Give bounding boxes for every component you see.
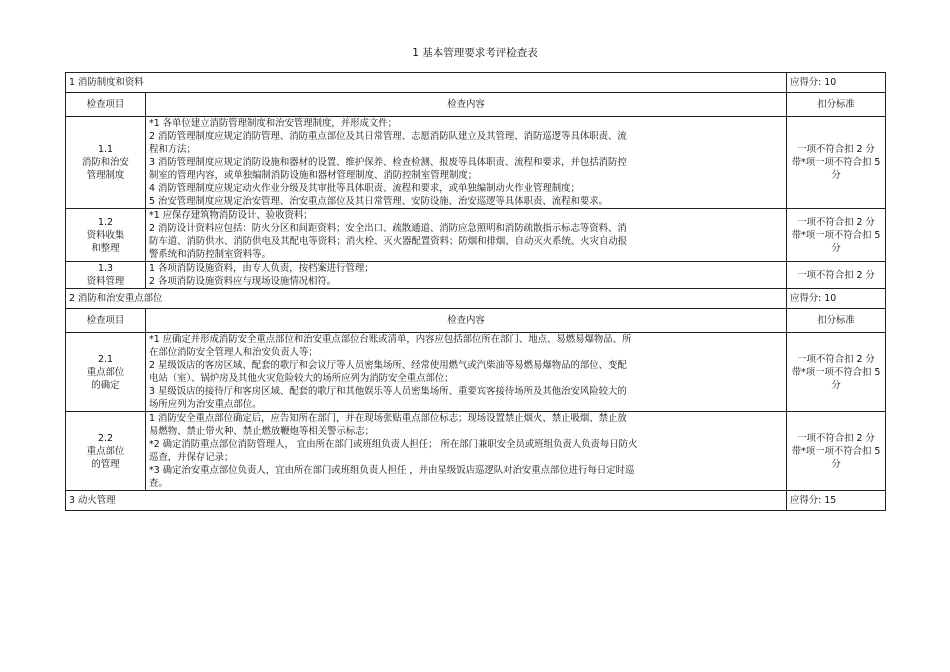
- header-row: [66, 93, 886, 117]
- content-line: 警系统和消防控制室资料等。: [149, 249, 271, 260]
- section-score: 应得分: 15: [787, 491, 886, 511]
- item-cell: [66, 262, 146, 289]
- criteria-cell: [787, 412, 886, 491]
- item-label: 的确定: [91, 379, 120, 391]
- table-row: [66, 262, 886, 289]
- criteria-line: 一项不符合扣 2 分: [797, 432, 875, 444]
- item-cell: [66, 117, 146, 209]
- header-item: 检查项目: [66, 93, 146, 117]
- content-line: 5 治安管理制度应规定治安管理、治安重点部位及其日常管理、安防设施、治安巡逻等具体职责、流程和要求。: [149, 196, 608, 207]
- content-line: 查。: [149, 478, 168, 489]
- header-content: 检查内容: [146, 309, 787, 333]
- table-row: [66, 412, 886, 491]
- content-cell: [146, 117, 787, 209]
- content-cell: [146, 333, 787, 412]
- content-line: 2 各项消防设施资料应与现场设施情况相符。: [149, 276, 337, 287]
- item-label: 2.2: [98, 432, 113, 444]
- content-line: 1 消防安全重点部位确定后，应告知所在部门，并在现场张贴重点部位标志；现场设置禁止烟火、禁止吸烟、禁止放: [149, 413, 627, 424]
- criteria-cell: [787, 333, 886, 412]
- content-cell: [146, 262, 787, 289]
- criteria-line: 带*项一项不符合扣 5: [791, 366, 881, 378]
- item-label: 资料管理: [86, 276, 125, 287]
- criteria-line: 一项不符合扣 2 分: [797, 144, 875, 155]
- header-content: 检查内容: [146, 93, 787, 117]
- content-line: *1 应确定并形成消防安全重点部位和治安重点部位台账或清单，内容应包括部位所在部门、地点、易燃易爆物品、所: [149, 334, 632, 345]
- inspection-table: [65, 72, 886, 511]
- table-row: [66, 333, 886, 412]
- content-line: 2 消防管理制度应规定消防管理、消防重点部位及其日常管理、志愿消防队建立及其管理、消防巡逻等具体职责、流: [149, 131, 627, 142]
- section-score: 应得分: 10: [787, 289, 886, 309]
- content-line: 4 消防管理制度应规定动火作业分级及其审批等具体职责、流程和要求，或单独编制动火作业管理制度；: [149, 183, 580, 194]
- section-row: [66, 491, 886, 511]
- section-title: 3 动火管理: [66, 491, 787, 511]
- item-label: 和整理: [91, 242, 120, 254]
- header-criteria: 扣分标准: [787, 93, 886, 117]
- content-line: 3 星级饭店的接待厅和客房区域、配套的歌厅和其他娱乐等人员密集场所、重要宾客接待场所及其他治安风险较大的: [149, 386, 627, 397]
- content-line: 2 星级饭店的客房区域、配套的歌厅和会议厅等人员密集场所、经常使用燃气或汽柴油等易燃易爆物品的部位、变配: [149, 360, 627, 371]
- content-line: 3 消防管理制度应规定消防设施和器材的设置、维护保养、检查检测、报废等具体职责、流程和要求，并包括消防控: [149, 157, 627, 168]
- criteria-line: 分: [831, 379, 841, 391]
- content-line: *2 确定消防重点部位消防管理人， 宜由所在部门或班组负责人担任； 所在部门兼职安全员或班组负责人负责每日防火: [149, 439, 638, 450]
- criteria-line: 一项不符合扣 2 分: [797, 269, 875, 281]
- content-line: 电站（室）、锅炉房及其他火灾危险较大的场所应列为消防安全重点部位；: [149, 373, 454, 384]
- item-label: 的管理: [91, 458, 120, 470]
- criteria-line: 带*项一项不符合扣 5: [791, 445, 881, 457]
- criteria-line: 带*项一项不符合扣 5: [791, 157, 881, 168]
- criteria-line: 一项不符合扣 2 分: [797, 353, 875, 365]
- content-cell: [146, 209, 787, 262]
- table-row: [66, 117, 886, 209]
- content-line: 制室的管理内容，或单独编制消防设施和器材管理制度、消防控制室管理制度；: [149, 170, 478, 181]
- section-score: 应得分: 10: [787, 73, 886, 93]
- item-label: 重点部位: [86, 366, 125, 378]
- criteria-line: 一项不符合扣 2 分: [797, 216, 875, 228]
- item-label: 管理制度: [86, 170, 125, 181]
- section-row: [66, 289, 886, 309]
- content-line: 程和方法；: [149, 144, 196, 155]
- table-row: [66, 209, 886, 262]
- criteria-line: 带*项一项不符合扣 5: [791, 229, 881, 241]
- item-label: 1.1: [98, 144, 113, 155]
- content-line: *3 确定治安重点部位负责人，宜由所在部门或班组负责人担任 ，并由星级饭店巡逻队对治安重点部位进行每日定时巡: [149, 465, 635, 476]
- item-cell: [66, 333, 146, 412]
- content-line: 1 各项消防设施资料，由专人负责，按档案进行管理；: [149, 263, 374, 274]
- item-cell: [66, 209, 146, 262]
- content-line: *1 各单位建立消防管理制度和治安管理制度，并形成文件；: [149, 118, 398, 129]
- content-line: 在部位消防安全管理人和治安负责人等；: [149, 347, 318, 358]
- content-line: 易燃物、禁止带火种、禁止燃放鞭炮等相关警示标志；: [149, 426, 375, 437]
- item-label: 1.2: [98, 216, 113, 228]
- content-line: 场所应列为治安重点部位。: [149, 399, 262, 410]
- item-label: 消防和治安: [82, 157, 129, 168]
- item-label: 重点部位: [86, 445, 125, 457]
- content-cell: [146, 412, 787, 491]
- criteria-cell: [787, 209, 886, 262]
- page-title: 1 基本管理要求考评检查表: [412, 47, 538, 59]
- item-label: 资料收集: [86, 229, 125, 241]
- criteria-line: 分: [831, 170, 841, 181]
- criteria-cell: [787, 262, 886, 289]
- header-criteria: 扣分标准: [787, 309, 886, 333]
- header-row: [66, 309, 886, 333]
- content-line: 2 消防设计资料应包括：防火分区和间距资料；安全出口、疏散通道、消防应急照明和消防疏散指示标志等资料、消: [149, 223, 627, 234]
- criteria-line: 分: [831, 242, 841, 254]
- criteria-cell: [787, 117, 886, 209]
- item-label: 2.1: [98, 353, 113, 365]
- section-row: [66, 73, 886, 93]
- item-label: 1.3: [98, 263, 113, 274]
- section-title: 2 消防和治安重点部位: [66, 289, 787, 309]
- section-title: 1 消防制度和资料: [66, 73, 787, 93]
- item-cell: [66, 412, 146, 491]
- header-item: 检查项目: [66, 309, 146, 333]
- content-line: *1 应保存建筑物消防设计、验收资料；: [149, 210, 313, 221]
- criteria-line: 分: [831, 458, 841, 470]
- content-line: 巡查，并保存记录；: [149, 452, 234, 463]
- content-line: 防车道、消防供水、消防供电及其配电等资料；消火栓、灭火器配置资料；防烟和排烟、自动灭火系统、火灾自动报: [149, 236, 628, 247]
